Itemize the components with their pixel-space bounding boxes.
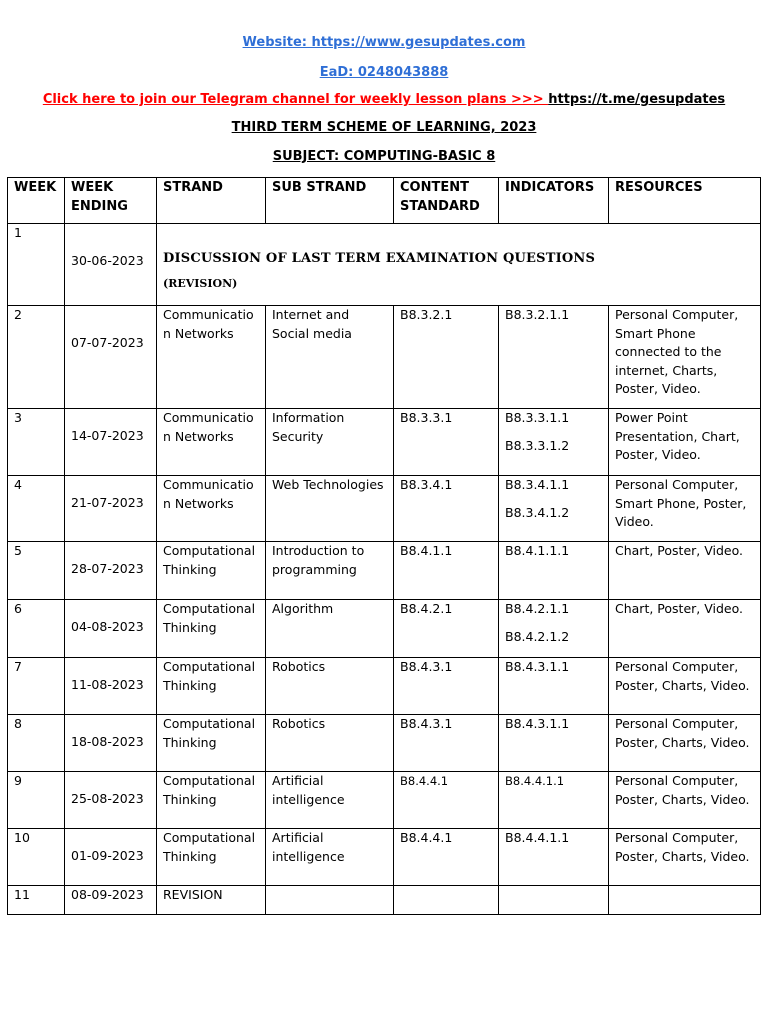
content-standard-cell: B8.3.2.1 — [394, 306, 499, 409]
content-standard-cell: B8.4.3.1 — [394, 715, 499, 772]
week-ending-text: 30-06-2023 — [71, 253, 144, 268]
week-ending-cell — [65, 886, 157, 915]
strand-cell: Computational Thinking — [157, 715, 266, 772]
week-ending-text: 07-07-2023 — [71, 335, 144, 350]
week-ending-cell — [65, 772, 157, 829]
week-ending-cell — [65, 715, 157, 772]
indicators-cell — [499, 772, 609, 829]
revision-merged-cell — [157, 224, 761, 306]
week-ending-text: 04-08-2023 — [71, 619, 144, 634]
strand-cell: REVISION — [157, 886, 266, 915]
week-cell: 5 — [8, 542, 65, 600]
sub-strand-cell: Internet and Social media — [266, 306, 394, 409]
indicator-text: B8.4.3.1.1 — [505, 716, 570, 731]
telegram-url-link[interactable]: https://t.me/gesupdates — [548, 92, 726, 107]
content-standard-cell: B8.3.4.1 — [394, 476, 499, 542]
indicator-text: B8.4.3.1.1 — [505, 659, 570, 674]
resources-cell — [609, 886, 761, 915]
table-row — [8, 409, 761, 476]
table-row — [8, 772, 761, 829]
week-ending-text: 25-08-2023 — [71, 791, 144, 806]
indicators-cell — [499, 476, 609, 542]
week-ending-cell — [65, 829, 157, 886]
indicators-cell — [499, 715, 609, 772]
week-ending-cell — [65, 476, 157, 542]
subject-title-text: SUBJECT: COMPUTING-BASIC 8 — [272, 149, 496, 164]
resources-cell: Personal Computer, Poster, Charts, Video. — [609, 658, 761, 715]
resources-cell: Personal Computer, Smart Phone connected to the internet, Charts, Poster, Video. — [609, 306, 761, 409]
resources-cell: Chart, Poster, Video. — [609, 542, 761, 600]
website-link[interactable]: Website: https://www.gesupdates.com — [242, 35, 526, 50]
content-standard-cell — [394, 886, 499, 915]
strand-cell: Computational Thinking — [157, 829, 266, 886]
indicators-cell — [499, 886, 609, 915]
week-ending-cell — [65, 600, 157, 658]
header-week-ending: WEEK ENDING — [65, 178, 157, 224]
resources-cell: Chart, Poster, Video. — [609, 600, 761, 658]
week-ending-text: 08-09-2023 — [71, 887, 144, 902]
week-cell: 9 — [8, 772, 65, 829]
content-standard-cell: B8.4.1.1 — [394, 542, 499, 600]
content-standard-cell: B8.4.4.1 — [394, 772, 499, 829]
strand-cell: Computational Thinking — [157, 542, 266, 600]
week-ending-text: 21-07-2023 — [71, 495, 144, 510]
indicator-text: B8.4.1.1.1 — [505, 543, 570, 558]
indicator-text: B8.4.2.1.2 — [505, 628, 570, 644]
indicator-text: B8.3.3.1.2 — [505, 437, 570, 453]
content-standard-cell: B8.4.3.1 — [394, 658, 499, 715]
week-ending-cell — [65, 658, 157, 715]
sub-strand-cell: Artificial intelligence — [266, 772, 394, 829]
strand-cell: Computational Thinking — [157, 600, 266, 658]
table-row — [8, 306, 761, 409]
week-ending-text: 28-07-2023 — [71, 561, 144, 576]
ead-link[interactable]: EaD: 0248043888 — [319, 65, 449, 80]
indicator-text: B8.3.2.1.1 — [505, 307, 570, 322]
ead-line — [0, 65, 768, 80]
resources-cell: Personal Computer, Poster, Charts, Video. — [609, 772, 761, 829]
week-ending-cell — [65, 224, 157, 306]
sub-strand-cell: Web Technologies — [266, 476, 394, 542]
telegram-line — [0, 92, 768, 107]
header-content-standard: CONTENT STANDARD — [394, 178, 499, 224]
indicator-text: B8.3.4.1.1 — [505, 477, 570, 492]
week-ending-cell — [65, 409, 157, 476]
resources-cell: Personal Computer, Poster, Charts, Video. — [609, 829, 761, 886]
table-row — [8, 542, 761, 600]
strand-cell: Computational Thinking — [157, 772, 266, 829]
sub-strand-cell: Information Security — [266, 409, 394, 476]
content-standard-cell: B8.4.2.1 — [394, 600, 499, 658]
strand-cell: Communicatio n Networks — [157, 306, 266, 409]
content-standard-cell: B8.4.4.1 — [394, 829, 499, 886]
table-row — [8, 600, 761, 658]
scheme-title-text: THIRD TERM SCHEME OF LEARNING, 2023 — [231, 120, 537, 135]
sub-strand-cell: Robotics — [266, 715, 394, 772]
indicators-cell — [499, 306, 609, 409]
table-row — [8, 224, 761, 306]
indicator-text: B8.3.4.1.2 — [505, 504, 570, 520]
indicator-text: B8.4.4.1.1 — [505, 774, 565, 788]
resources-cell: Power Point Presentation, Chart, Poster, Video. — [609, 409, 761, 476]
week-cell: 11 — [8, 886, 65, 915]
scheme-title — [0, 120, 768, 135]
sub-strand-cell: Robotics — [266, 658, 394, 715]
table-row — [8, 886, 761, 915]
indicators-cell — [499, 409, 609, 476]
indicators-cell — [499, 542, 609, 600]
content-standard-cell: B8.3.3.1 — [394, 409, 499, 476]
table-row — [8, 658, 761, 715]
table-header-row — [8, 178, 761, 224]
header-sub-strand: SUB STRAND — [266, 178, 394, 224]
indicators-cell — [499, 658, 609, 715]
week-ending-cell — [65, 542, 157, 600]
week-ending-text: 11-08-2023 — [71, 677, 144, 692]
header-resources: RESOURCES — [609, 178, 761, 224]
indicator-text: B8.3.3.1.1 — [505, 410, 570, 425]
scheme-table — [7, 177, 761, 915]
header-week: WEEK — [8, 178, 65, 224]
week-cell: 1 — [8, 224, 65, 306]
subject-title — [0, 149, 768, 164]
table-row — [8, 476, 761, 542]
sub-strand-cell: Algorithm — [266, 600, 394, 658]
table-row — [8, 829, 761, 886]
website-link-line — [0, 35, 768, 50]
header-strand: STRAND — [157, 178, 266, 224]
week-cell: 3 — [8, 409, 65, 476]
strand-cell: Computational Thinking — [157, 658, 266, 715]
telegram-join-link[interactable]: Click here to join our Telegram channel for weekly lesson plans >>> — [42, 92, 549, 107]
indicator-text: B8.4.2.1.1 — [505, 601, 570, 616]
week-cell: 7 — [8, 658, 65, 715]
discussion-title: DISCUSSION OF LAST TERM EXAMINATION QUESTIONS — [163, 251, 596, 266]
indicator-text: B8.4.4.1.1 — [505, 830, 570, 845]
week-ending-text: 14-07-2023 — [71, 428, 144, 443]
week-cell: 4 — [8, 476, 65, 542]
sub-strand-cell: Introduction to programming — [266, 542, 394, 600]
indicators-cell — [499, 829, 609, 886]
strand-cell: Communicatio n Networks — [157, 476, 266, 542]
week-cell: 2 — [8, 306, 65, 409]
week-cell: 6 — [8, 600, 65, 658]
sub-strand-cell: Artificial intelligence — [266, 829, 394, 886]
week-ending-cell — [65, 306, 157, 409]
resources-cell: Personal Computer, Smart Phone, Poster, Video. — [609, 476, 761, 542]
header-indicators: INDICATORS — [499, 178, 609, 224]
indicators-cell — [499, 600, 609, 658]
discussion-subtitle: (REVISION) — [163, 276, 238, 290]
week-ending-text: 18-08-2023 — [71, 734, 144, 749]
table-row — [8, 715, 761, 772]
week-cell: 8 — [8, 715, 65, 772]
week-ending-text: 01-09-2023 — [71, 848, 144, 863]
week-cell: 10 — [8, 829, 65, 886]
sub-strand-cell — [266, 886, 394, 915]
resources-cell: Personal Computer, Poster, Charts, Video. — [609, 715, 761, 772]
strand-cell: Communicatio n Networks — [157, 409, 266, 476]
